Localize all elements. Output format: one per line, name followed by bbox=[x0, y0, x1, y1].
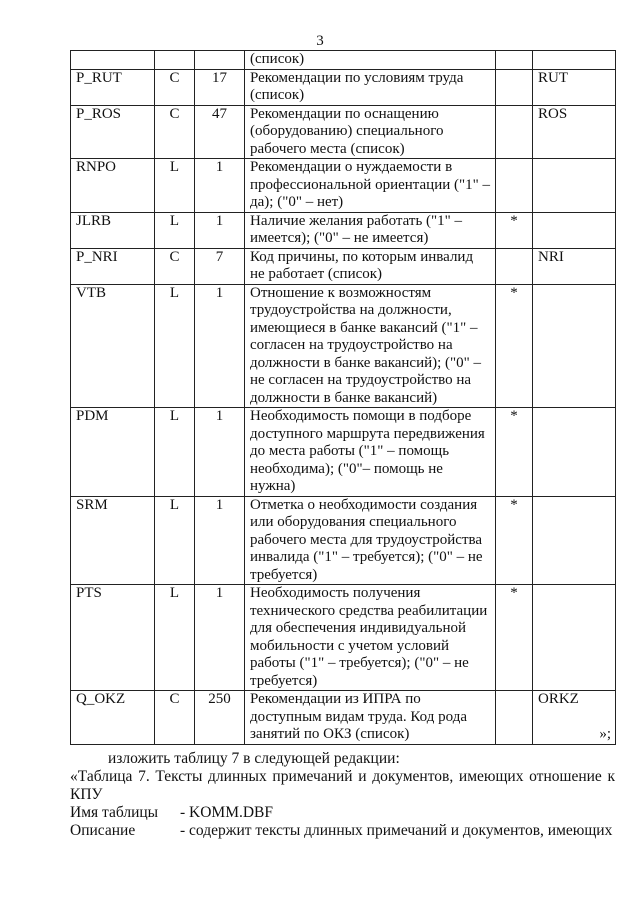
field-name-cell: RNPO bbox=[71, 159, 155, 213]
field-type-cell: L bbox=[155, 585, 195, 691]
description-line: мобильности с учетом условий bbox=[250, 637, 450, 654]
description-line: Рекомендации по оснащению bbox=[250, 105, 439, 122]
field-type-cell: L bbox=[155, 408, 195, 497]
required-flag-cell bbox=[496, 51, 533, 70]
page-number: 3 bbox=[316, 33, 324, 49]
field-spec-table bbox=[70, 50, 616, 745]
field-name-cell: SRM bbox=[71, 496, 155, 585]
field-type-cell: C bbox=[155, 69, 195, 105]
field-length-cell: 250 bbox=[195, 691, 245, 745]
description-line: необходима); ("0"– помощь не bbox=[250, 460, 443, 477]
field-description-cell bbox=[245, 408, 496, 497]
table-row bbox=[71, 159, 616, 213]
field-name-cell: P_RUT bbox=[71, 69, 155, 105]
table-row bbox=[71, 51, 616, 70]
field-description-cell bbox=[245, 69, 496, 105]
description-line: Необходимость получения bbox=[250, 585, 421, 601]
description-line: должности в банке вакансий) bbox=[250, 389, 438, 406]
table-row bbox=[71, 585, 616, 691]
reference-cell bbox=[533, 51, 616, 70]
description-line: занятий по ОКЗ (список) bbox=[250, 726, 410, 742]
description-line: Наличие желания работать ("1" – bbox=[250, 212, 463, 229]
reference-code: ORKZ bbox=[538, 691, 579, 707]
field-name-cell: VTB bbox=[71, 284, 155, 408]
reference-cell bbox=[533, 284, 616, 408]
intro-paragraph: изложить таблицу 7 в следующей редакции: bbox=[108, 750, 400, 767]
description-line: (оборудованию) специального bbox=[250, 123, 444, 139]
description-line: не согласен на трудоустройство на bbox=[250, 372, 472, 388]
description-line: требуется) bbox=[250, 672, 318, 689]
field-type-cell: C bbox=[155, 691, 195, 745]
field-length-cell: 1 bbox=[195, 284, 245, 408]
description-line: нужна) bbox=[250, 478, 296, 494]
field-length-cell: 1 bbox=[195, 159, 245, 213]
required-flag-cell: * bbox=[496, 408, 533, 497]
field-description-cell bbox=[245, 105, 496, 159]
field-name-cell: P_NRI bbox=[71, 248, 155, 284]
description-line: работы ("1" – требуется); ("0" – не bbox=[250, 655, 469, 671]
field-description-cell bbox=[245, 51, 496, 70]
reference-cell bbox=[533, 496, 616, 585]
description-line: (список) bbox=[250, 87, 305, 103]
table-name-value: - KOMM.DBF bbox=[180, 804, 274, 821]
table-name-label: Имя таблицы bbox=[70, 804, 159, 821]
reference-cell bbox=[533, 105, 616, 159]
field-name-cell: PTS bbox=[71, 585, 155, 691]
table-row bbox=[71, 248, 616, 284]
reference-cell bbox=[533, 159, 616, 213]
table-row bbox=[71, 496, 616, 585]
field-length-cell: 1 bbox=[195, 496, 245, 585]
description-line: доступного маршрута передвижения bbox=[250, 425, 485, 442]
reference-cell bbox=[533, 248, 616, 284]
table-caption: «Таблица 7. Тексты длинных примечаний и документов, имеющих отношение к КПУ bbox=[70, 768, 615, 803]
reference-cell bbox=[533, 585, 616, 691]
description-line: имеющиеся в банке вакансий ("1" – bbox=[250, 319, 478, 336]
field-length-cell: 47 bbox=[195, 105, 245, 159]
table-name-row bbox=[70, 804, 273, 822]
field-description-cell bbox=[245, 212, 496, 248]
field-type-cell bbox=[155, 51, 195, 70]
reference-cell bbox=[533, 212, 616, 248]
field-type-cell: L bbox=[155, 212, 195, 248]
description-line: должности в банке вакансий); ("0" – bbox=[250, 354, 482, 371]
description-line: да); ("0" – нет) bbox=[250, 194, 344, 210]
field-name-cell bbox=[71, 51, 155, 70]
field-name-cell: JLRB bbox=[71, 212, 155, 248]
description-label: Описание bbox=[70, 822, 136, 839]
field-length-cell: 17 bbox=[195, 69, 245, 105]
description-line: Рекомендации из ИПРА по bbox=[250, 691, 421, 707]
field-description-cell bbox=[245, 496, 496, 585]
description-line: рабочего места для трудоустройства bbox=[250, 531, 483, 548]
field-length-cell: 1 bbox=[195, 212, 245, 248]
description-line: доступным видам труда. Код рода bbox=[250, 708, 467, 725]
field-type-cell: L bbox=[155, 159, 195, 213]
table-row bbox=[71, 284, 616, 408]
description-value: - содержит тексты длинных примечаний и документов, имеющих bbox=[180, 822, 613, 839]
description-line: Отношение к возможностям bbox=[250, 284, 432, 301]
description-row bbox=[70, 822, 612, 840]
description-line: или оборудования специального bbox=[250, 514, 457, 530]
required-flag-cell: * bbox=[496, 212, 533, 248]
field-description-cell bbox=[245, 284, 496, 408]
description-line: для обеспечения индивидуальной bbox=[250, 620, 467, 636]
reference-cell bbox=[533, 408, 616, 497]
description-line: трудоустройства на должности, bbox=[250, 302, 452, 318]
field-length-cell: 1 bbox=[195, 585, 245, 691]
field-description-cell bbox=[245, 691, 496, 745]
description-line: инвалида ("1" – требуется); ("0" – не bbox=[250, 549, 483, 565]
description-line: профессиональной ориентации ("1" – bbox=[250, 176, 490, 193]
reference-cell bbox=[533, 69, 616, 105]
reference-code: NRI bbox=[538, 248, 564, 265]
required-flag-cell bbox=[496, 248, 533, 284]
field-type-cell: C bbox=[155, 248, 195, 284]
required-flag-cell bbox=[496, 691, 533, 745]
field-length-cell bbox=[195, 51, 245, 70]
field-type-cell: C bbox=[155, 105, 195, 159]
table-row bbox=[71, 408, 616, 497]
field-name-cell: P_ROS bbox=[71, 105, 155, 159]
field-length-cell: 7 bbox=[195, 248, 245, 284]
closing-quote: »; bbox=[599, 726, 611, 742]
description-line: Необходимость помощи в подборе bbox=[250, 408, 472, 424]
description-line: Отметка о необходимости создания bbox=[250, 496, 478, 513]
required-flag-cell bbox=[496, 159, 533, 213]
reference-code: ROS bbox=[538, 105, 568, 122]
table-row bbox=[71, 105, 616, 159]
required-flag-cell: * bbox=[496, 496, 533, 585]
description-line: Код причины, по которым инвалид bbox=[250, 248, 474, 265]
required-flag-cell: * bbox=[496, 585, 533, 691]
description-line: имеется); ("0" – не имеется) bbox=[250, 230, 429, 246]
description-line: не работает (список) bbox=[250, 266, 383, 282]
description-line: согласен на трудоустройство на bbox=[250, 337, 453, 353]
field-type-cell: L bbox=[155, 284, 195, 408]
description-line: до места работы ("1" – помощь bbox=[250, 443, 450, 459]
field-spec-table-body bbox=[71, 51, 616, 745]
field-description-cell bbox=[245, 159, 496, 213]
field-length-cell: 1 bbox=[195, 408, 245, 497]
reference-code: RUT bbox=[538, 69, 568, 86]
reference-cell bbox=[533, 691, 616, 745]
field-type-cell: L bbox=[155, 496, 195, 585]
field-name-cell: PDM bbox=[71, 408, 155, 497]
field-description-cell bbox=[245, 248, 496, 284]
field-description-cell bbox=[245, 585, 496, 691]
table-row bbox=[71, 69, 616, 105]
description-line: рабочего места (список) bbox=[250, 140, 405, 157]
description-line: Рекомендации по условиям труда bbox=[250, 69, 464, 86]
required-flag-cell bbox=[496, 69, 533, 105]
reference-spacer bbox=[538, 709, 611, 727]
table-row bbox=[71, 212, 616, 248]
required-flag-cell bbox=[496, 105, 533, 159]
description-line: требуется) bbox=[250, 566, 318, 583]
required-flag-cell: * bbox=[496, 284, 533, 408]
description-line: технического средства реабилитации bbox=[250, 602, 488, 619]
field-name-cell: Q_OKZ bbox=[71, 691, 155, 745]
description-line: (список) bbox=[250, 51, 305, 67]
table-row bbox=[71, 691, 616, 745]
description-line: Рекомендации о нуждаемости в bbox=[250, 159, 453, 175]
